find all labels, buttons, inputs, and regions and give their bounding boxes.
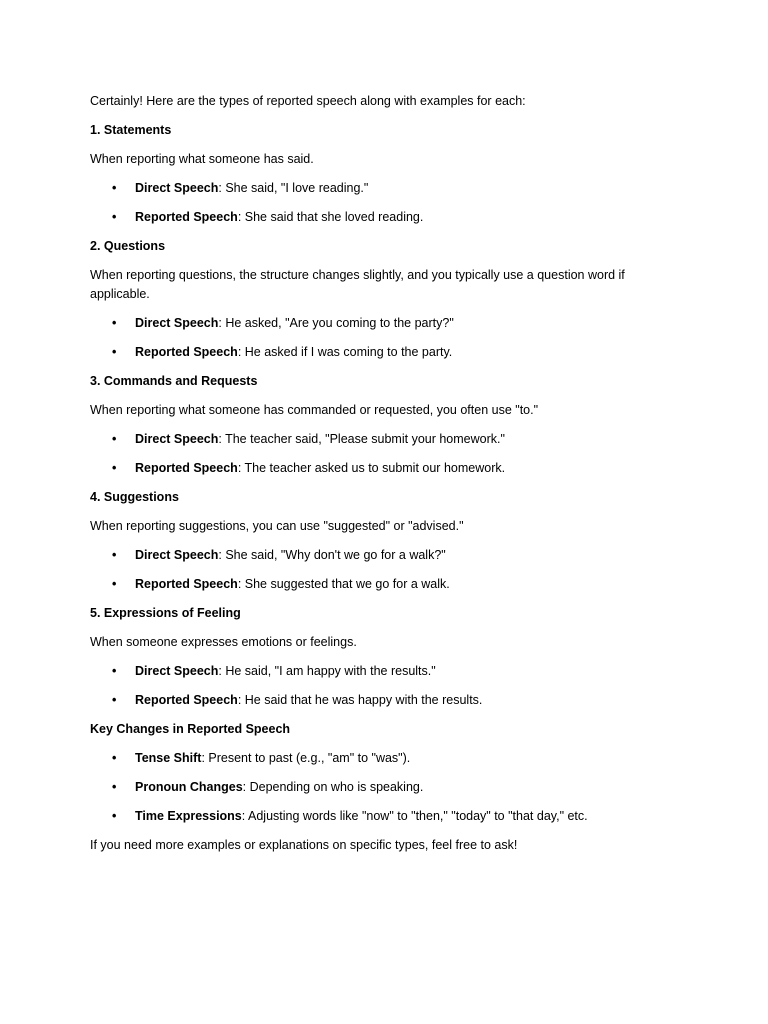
item-term: Direct Speech xyxy=(135,548,219,562)
section-questions xyxy=(90,237,680,362)
item-term: Reported Speech xyxy=(135,577,238,591)
item-text: : He said that he was happy with the results. xyxy=(237,693,483,707)
closing-paragraph: If you need more examples or explanations on specific types, feel free to ask! xyxy=(90,838,518,852)
item-term: Reported Speech xyxy=(135,210,238,224)
list-item xyxy=(90,179,680,198)
item-term: Tense Shift xyxy=(135,751,202,765)
section-description: When reporting what someone has said. xyxy=(90,152,314,166)
section-heading: 1. Statements xyxy=(90,123,172,137)
item-term: Reported Speech xyxy=(135,461,238,475)
section-description: When someone expresses emotions or feelings. xyxy=(90,635,357,649)
bullet-icon: • xyxy=(112,432,117,446)
list-item xyxy=(90,662,680,681)
example-list xyxy=(90,662,680,710)
section-commands-requests xyxy=(90,372,680,478)
section-description: When reporting questions, the structure changes slightly, and you typically use a question word if applicable. xyxy=(90,268,625,301)
example-list xyxy=(90,179,680,227)
item-text: : She suggested that we go for a walk. xyxy=(237,577,450,591)
bullet-icon: • xyxy=(112,548,117,562)
item-term: Pronoun Changes xyxy=(135,780,243,794)
bullet-icon: • xyxy=(112,780,117,794)
list-item xyxy=(90,778,680,797)
item-text: : Adjusting words like "now" to "then," "today" to "that day," etc. xyxy=(241,809,588,823)
list-item xyxy=(90,749,680,768)
list-item xyxy=(90,691,680,710)
item-term: Reported Speech xyxy=(135,345,238,359)
bullet-icon: • xyxy=(112,809,117,823)
list-item xyxy=(90,314,680,333)
list-item xyxy=(90,575,680,594)
bullet-icon: • xyxy=(112,345,117,359)
item-text: : The teacher asked us to submit our homework. xyxy=(237,461,506,475)
item-text: : He asked, "Are you coming to the party?" xyxy=(218,316,454,330)
section-key-changes xyxy=(90,720,680,826)
item-text: : She said, "I love reading." xyxy=(218,181,369,195)
example-list xyxy=(90,546,680,594)
item-term: Direct Speech xyxy=(135,664,219,678)
list-item xyxy=(90,343,680,362)
section-heading: 4. Suggestions xyxy=(90,490,179,504)
item-term: Direct Speech xyxy=(135,181,219,195)
list-item xyxy=(90,807,680,826)
section-heading: Key Changes in Reported Speech xyxy=(90,722,291,736)
section-description: When reporting what someone has commanded or requested, you often use "to." xyxy=(90,403,539,417)
section-heading: 3. Commands and Requests xyxy=(90,374,258,388)
bullet-icon: • xyxy=(112,181,117,195)
item-term: Reported Speech xyxy=(135,693,238,707)
section-heading: 2. Questions xyxy=(90,239,166,253)
item-term: Time Expressions xyxy=(135,809,242,823)
item-text: : Present to past (e.g., "am" to "was"). xyxy=(201,751,411,765)
bullet-icon: • xyxy=(112,577,117,591)
item-text: : He said, "I am happy with the results." xyxy=(218,664,436,678)
list-item xyxy=(90,546,680,565)
section-suggestions xyxy=(90,488,680,594)
section-description: When reporting suggestions, you can use "suggested" or "advised." xyxy=(90,519,464,533)
section-expressions-of-feeling xyxy=(90,604,680,710)
bullet-icon: • xyxy=(112,751,117,765)
item-text: : She said, "Why don't we go for a walk?" xyxy=(218,548,446,562)
list-item xyxy=(90,208,680,227)
bullet-icon: • xyxy=(112,461,117,475)
example-list xyxy=(90,314,680,362)
example-list xyxy=(90,430,680,478)
section-statements xyxy=(90,121,680,227)
bullet-icon: • xyxy=(112,210,117,224)
bullet-icon: • xyxy=(112,664,117,678)
item-term: Direct Speech xyxy=(135,432,219,446)
key-changes-list xyxy=(90,749,680,826)
section-heading: 5. Expressions of Feeling xyxy=(90,606,241,620)
intro-paragraph: Certainly! Here are the types of reported speech along with examples for each: xyxy=(90,94,526,108)
item-text: : The teacher said, "Please submit your homework." xyxy=(218,432,505,446)
document-body xyxy=(90,92,680,865)
item-text: : Depending on who is speaking. xyxy=(242,780,424,794)
item-text: : She said that she loved reading. xyxy=(237,210,424,224)
item-term: Direct Speech xyxy=(135,316,219,330)
bullet-icon: • xyxy=(112,316,117,330)
bullet-icon: • xyxy=(112,693,117,707)
list-item xyxy=(90,430,680,449)
list-item xyxy=(90,459,680,478)
item-text: : He asked if I was coming to the party. xyxy=(237,345,453,359)
